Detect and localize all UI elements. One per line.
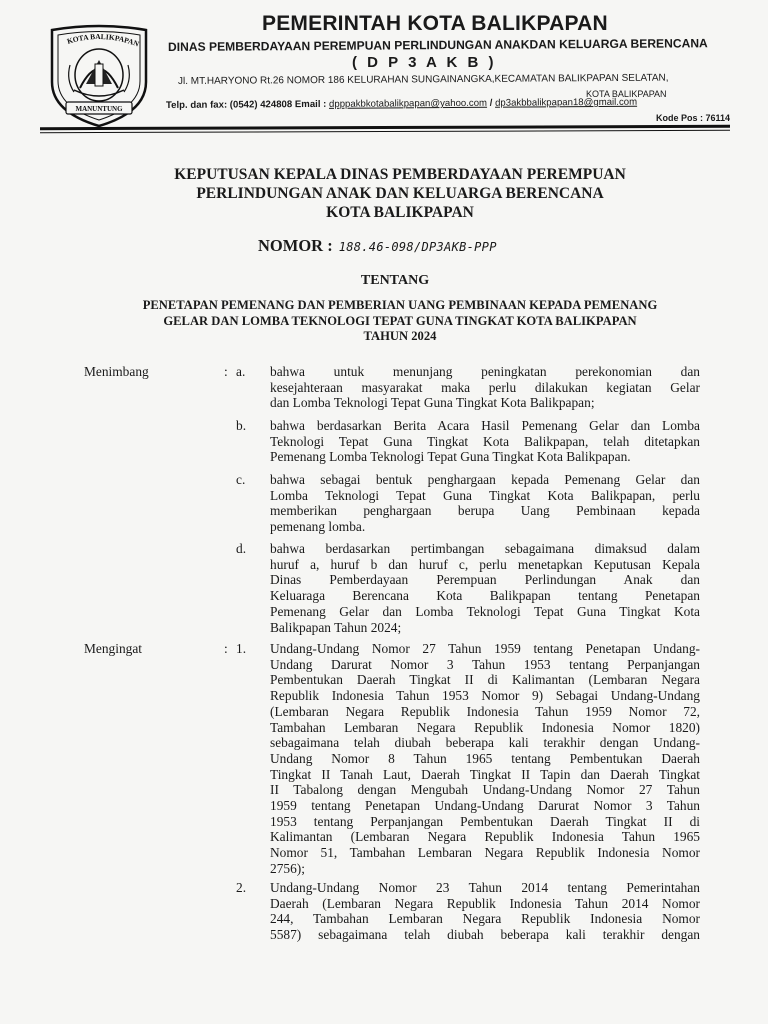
text-line: 1953 tentang Perpanjangan Pembentukan Daerah Tingkat II di bbox=[270, 813, 700, 829]
section-colon: : bbox=[224, 641, 228, 656]
decree-title-line: KOTA BALIKPAPAN bbox=[326, 204, 474, 221]
mengingat-item-2 bbox=[270, 880, 700, 943]
text-line: Teknologi Tepat Guna Tingkat Kota Balikpapan, telah ditetapkan bbox=[270, 433, 700, 449]
text-line: bahwa berdasarkan Berita Acara Hasil Pemenang Gelar dan Lomba bbox=[270, 418, 700, 433]
decree-subject bbox=[60, 298, 740, 345]
text-line: bahwa sebagai bentuk penghargaan kepada Pemenang Gelar dan bbox=[270, 472, 700, 487]
section-label-menimbang: Menimbang bbox=[84, 364, 149, 379]
email-link-gmail[interactable]: dp3akbbalikpapan18@gmail.com bbox=[495, 96, 638, 109]
letterhead-postal-code: Kode Pos : 76114 bbox=[655, 113, 730, 123]
text-line: bahwa untuk menunjang peningkatan perekonomian dan bbox=[270, 364, 700, 379]
letterhead-abbreviation: ( D P 3 A K B ) bbox=[352, 54, 497, 71]
text-line: Kalimantan (Lembaran Negara Republik Indonesia Tahun 1965 bbox=[270, 829, 700, 845]
item-marker: d. bbox=[236, 541, 247, 556]
item-marker: a. bbox=[236, 364, 246, 379]
text-line: huruf a, huruf b dan huruf c, perlu menetapkan Keputusan Kepala bbox=[270, 556, 700, 572]
text-line: Republik Indonesia Tahun 1953 Nomor 9) Sebagai Undang-Undang bbox=[270, 688, 700, 704]
letterhead-phone: Telp. dan fax: (0542) 424808 bbox=[165, 99, 293, 111]
decree-subject-line: PENETAPAN PEMENANG DAN PEMBERIAN UANG PEMBINAAN KEPADA PEMENANG bbox=[142, 298, 658, 312]
item-marker: c. bbox=[236, 472, 246, 487]
decree-number-label: NOMOR : bbox=[258, 236, 333, 255]
text-line: Keluaraga Berencana Kota Balikpapan tentang Penetapan bbox=[270, 588, 700, 604]
text-line: Tingkat II Tanah Laut, Daerah Tingkat II Tapin dan Daerah Tingkat bbox=[270, 766, 700, 782]
decree-title-line: KEPUTUSAN KEPALA DINAS PEMBERDAYAAN PEREMPUAN bbox=[174, 166, 626, 183]
text-line: Pemenang Lomba Teknologi Tepat Guna Tingkat Kota Balikpapan. bbox=[270, 449, 631, 465]
menimbang-item-c bbox=[270, 472, 700, 535]
item-marker: 2. bbox=[236, 880, 247, 895]
text-line: memberikan penghargaan berupa Uang Pembinaan kepada bbox=[270, 503, 700, 519]
email-separator: / bbox=[489, 97, 493, 109]
text-line: Pemenang Gelar dan Lomba Teknologi Tepat Guna Tingkat Kota bbox=[270, 603, 700, 619]
text-line: (Lembaran Negara Republik Indonesia Tahun 1959 Nomor 72, bbox=[270, 703, 700, 719]
decree-subject-line: TAHUN 2024 bbox=[363, 329, 437, 343]
text-line: 2756); bbox=[270, 860, 305, 876]
text-line: Undang-Undang Nomor 27 Tahun 1959 tentang Penetapan Undang- bbox=[270, 641, 700, 656]
item-marker: 1. bbox=[236, 641, 247, 656]
mengingat-item-1 bbox=[270, 641, 700, 877]
menimbang-item-b bbox=[270, 418, 700, 465]
decree-number bbox=[258, 236, 497, 256]
text-line: Undang-Undang Nomor 23 Tahun 2014 tentang Pemerintahan bbox=[270, 880, 700, 895]
decree-number-value: 188.46-098/DP3AKB-PPP bbox=[338, 240, 497, 254]
letterhead-title: PEMERINTAH KOTA BALIKPAPAN bbox=[262, 12, 608, 35]
text-line: Daerah (Lembaran Negara Republik Indonesia Tahun 2014 Nomor bbox=[270, 895, 700, 911]
email-link-yahoo[interactable]: dpppakbkotabalikpapan@yahoo.com bbox=[328, 97, 488, 110]
text-line: Nomor 51, Tambahan Lembaran Negara Republik Indonesia Nomor bbox=[270, 845, 700, 861]
menimbang-item-d bbox=[270, 541, 700, 635]
text-line: Undang Darurat Nomor 3 Tahun 1953 tentang Perpanjangan bbox=[270, 656, 700, 672]
text-line: II Tabalong dengan Mengubah Undang-Undang Nomor 27 Tahun bbox=[270, 782, 700, 798]
svg-text:KOTA BALIKPAPAN bbox=[66, 32, 141, 49]
letterhead-department: DINAS PEMBERDAYAAN PEREMPUAN PERLINDUNGAN ANAKDAN KELUARGA BERENCANA bbox=[167, 36, 708, 54]
decree-title-line: PERLINDUNGAN ANAK DAN KELUARGA BERENCANA bbox=[196, 185, 604, 202]
text-line: Tambahan Lembaran Negara Republik Indonesia Nomor 1820) bbox=[270, 719, 700, 735]
text-line: Lomba Teknologi Tepat Guna Tingkat Kota Balikpapan, perlu bbox=[270, 487, 700, 503]
text-line: Pembentukan Daerah Tingkat II di Kalimantan (Lembaran Negara bbox=[270, 672, 700, 688]
text-line: kesejahteraan masyarakat maka perlu dilakukan kegiatan Gelar bbox=[270, 379, 700, 395]
letterhead-email-label: Email : bbox=[294, 98, 327, 111]
text-line: 244, Tambahan Lembaran Negara Republik Indonesia Nomor bbox=[270, 911, 700, 927]
text-line: 5587) sebagaimana telah diubah beberapa kali terakhir dengan bbox=[270, 927, 700, 943]
tentang-heading: TENTANG bbox=[360, 273, 430, 288]
letterhead-city: KOTA BALIKPAPAN bbox=[586, 89, 667, 99]
letterhead-contact bbox=[166, 97, 637, 111]
text-line: bahwa berdasarkan pertimbangan sebagaimana dimaksud dalam bbox=[270, 541, 700, 556]
city-crest-icon bbox=[44, 20, 154, 130]
decree-title bbox=[60, 165, 740, 222]
letterhead-address: Jl. MT.HARYONO Rt.26 NOMOR 186 KELURAHAN SUNGAINANGKA,KECAMATAN BALIKPAPAN SELATAN, bbox=[177, 72, 669, 87]
text-line: Undang Nomor 8 Tahun 1965 tentang Pembentukan Daerah bbox=[270, 750, 700, 766]
menimbang-item-a bbox=[270, 364, 700, 411]
text-line: Dinas Pemberdayaan Perempuan Perlindungan Anak dan bbox=[270, 572, 700, 588]
text-line: Balikpapan Tahun 2024; bbox=[270, 619, 402, 635]
letterhead-divider-thin bbox=[40, 130, 730, 133]
text-line: dan Lomba Teknologi Tepat Guna Tingkat Kota Balikpapan; bbox=[270, 395, 595, 411]
logo-bottom-text: MANUNTUNG bbox=[75, 105, 123, 113]
logo-top-text: KOTA BALIKPAPAN bbox=[65, 31, 141, 49]
text-line: pemenang lomba. bbox=[270, 519, 366, 535]
item-marker: b. bbox=[236, 418, 247, 433]
text-line: 1959 tentang Penetapan Undang-Undang Darurat Nomor 3 Tahun bbox=[270, 798, 700, 814]
decree-subject-line: GELAR DAN LOMBA TEKNOLOGI TEPAT GUNA TINGKAT KOTA BALIKPAPAN bbox=[163, 313, 637, 328]
section-colon: : bbox=[224, 364, 228, 379]
section-label-mengingat: Mengingat bbox=[84, 641, 143, 656]
text-line: sebagaimana telah diubah beberapa kali terakhir dengan Undang- bbox=[270, 735, 700, 751]
